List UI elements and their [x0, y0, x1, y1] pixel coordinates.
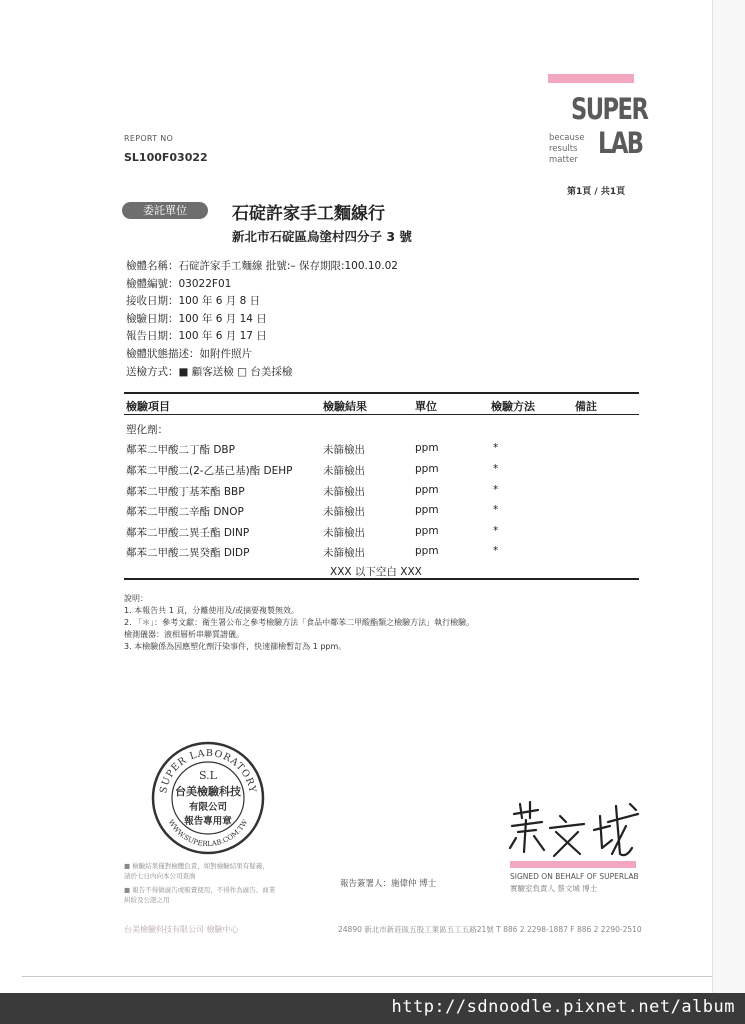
- table-row-result: 未篩檢出: [323, 444, 365, 456]
- footer-address: 24890 新北市新莊區五股工業區五工五路21號 T 886 2 2298-1887 F 886 2 2290-2510: [338, 925, 642, 934]
- table-row-result: 未篩檢出: [323, 506, 365, 518]
- note-line: 說明：: [124, 594, 148, 603]
- table-row-unit: ppm: [415, 442, 439, 454]
- table-end-marker: XXX 以下空白 XXX: [330, 566, 422, 578]
- client-address: 新北市石碇區烏塗村四分子 3 號: [232, 229, 412, 244]
- info-row: 檢體名稱：石碇許家手工麵線 批號:– 保存期限:100.10.02: [126, 260, 398, 272]
- table-row-result: 未篩檢出: [323, 465, 365, 477]
- header-remark: 備註: [575, 400, 597, 413]
- seal-ring-text: SUPER LABORATORY: [158, 747, 258, 795]
- info-row: 送檢方式：■ 顧客送檢 □ 台美採檢: [126, 365, 293, 378]
- table-row-method: *: [493, 504, 499, 516]
- logo-accent-bar: [548, 74, 634, 83]
- logo-tagline: [549, 133, 585, 166]
- superlab-logo: [548, 74, 648, 169]
- note-line: 2. 「＊」：參考文獻：衛生署公布之參考檢驗方法「食品中鄰苯二甲酸酯類之檢驗方法」執行檢驗。: [124, 618, 475, 627]
- logo-tag-line: results: [549, 144, 578, 154]
- note-line: 檢測儀器：液相層析串聯質譜儀。: [124, 630, 244, 639]
- logo-word-super: SUPER: [571, 92, 648, 126]
- client-name: 石碇許家手工麵線行: [232, 204, 385, 224]
- info-row: 檢驗日期：100 年 6 月 14 日: [126, 312, 267, 325]
- table-row-unit: ppm: [415, 504, 439, 516]
- table-row-item: 鄰苯二甲酸二異壬酯 DINP: [126, 527, 250, 539]
- logo-tag-line: matter: [549, 155, 578, 165]
- table-row-method: *: [493, 442, 499, 454]
- header-unit: 單位: [415, 400, 437, 413]
- table-row-result: 未篩檢出: [323, 527, 365, 539]
- footnote-line: 請於七日內向本公司查詢: [124, 872, 196, 880]
- table-row-method: *: [493, 484, 499, 496]
- info-row: 接收日期：100 年 6 月 8 日: [126, 295, 261, 308]
- note-line: 1. 本報告共 1 頁，分離使用及/或摘要複製無效。: [124, 606, 300, 615]
- page-count: 第1頁 / 共1頁: [567, 187, 626, 197]
- logo-tag-line: because: [549, 133, 585, 143]
- header-method: 檢驗方法: [491, 400, 535, 413]
- seal-line3: 有限公司: [188, 802, 228, 813]
- report-signer: 報告簽署人：施偉仲 博士: [340, 879, 437, 889]
- logo-word-lab: LAB: [598, 126, 643, 160]
- table-top-rule: [124, 392, 639, 394]
- table-row-unit: ppm: [415, 545, 439, 557]
- handwritten-signature: [508, 796, 643, 861]
- seal-outer-ring: [153, 743, 263, 853]
- seal-line1: S.L: [199, 769, 217, 782]
- note-line: 3. 本檢驗係為因應塑化劑汙染事件，快速篩檢暫訂為 1 ppm。: [124, 642, 347, 651]
- footnote-line: ■ 檢驗結果僅對檢體負責，如對檢驗結果有疑義，: [124, 862, 269, 870]
- page-edge-shadow: [712, 0, 745, 1024]
- signature-accent-bar: [510, 861, 636, 868]
- table-row-unit: ppm: [415, 463, 439, 475]
- seal-line4: 報告專用章: [184, 816, 232, 827]
- lab-director: 實驗室負責人 蔡文城 博士: [510, 884, 598, 893]
- table-row-result: 未篩檢出: [323, 486, 365, 498]
- table-bottom-rule: [124, 578, 639, 580]
- info-row: 報告日期：100 年 6 月 17 日: [126, 330, 267, 343]
- table-row-method: *: [493, 545, 499, 557]
- notes-block: [124, 593, 474, 653]
- seal-url-text: WWW.SUPERLAB.COM.TW: [166, 818, 250, 849]
- category-label: 塑化劑：: [126, 424, 168, 436]
- table-row-item: 鄰苯二甲酸二(2-乙基己基)酯 DEHP: [126, 465, 293, 477]
- table-row-item: 鄰苯二甲酸丁基苯酯 BBP: [126, 486, 245, 498]
- table-row-item: 鄰苯二甲酸二辛酯 DNOP: [126, 506, 244, 518]
- table-row-result: 未篩檢出: [323, 547, 365, 559]
- info-row: 檢體編號：03022F01: [126, 277, 232, 290]
- table-row-unit: ppm: [415, 484, 439, 496]
- page-bottom-rule: [22, 976, 712, 977]
- info-row: 檢體狀態描述：如附件照片: [126, 347, 252, 360]
- seal-line2: 台美檢驗科技: [175, 785, 241, 798]
- table-header-rule: [124, 414, 639, 415]
- report-no-label: REPORT NO: [124, 134, 174, 143]
- table-row-item: 鄰苯二甲酸二異癸酯 DIDP: [126, 547, 250, 559]
- company-seal: [150, 740, 266, 856]
- header-result: 檢驗結果: [323, 400, 367, 413]
- watermark-url: http://sdnoodle.pixnet.net/album: [391, 997, 735, 1017]
- table-row-unit: ppm: [415, 525, 439, 537]
- footnote-line: 糾紛及公證之用: [124, 896, 170, 904]
- report-no-value: SL100F03022: [124, 151, 208, 164]
- table-row-item: 鄰苯二甲酸二丁酯 DBP: [126, 444, 235, 456]
- table-row-method: *: [493, 463, 499, 475]
- footnote-line: ■ 報告不得做廣告或販賣使用，不得作為廣告、商業: [124, 886, 276, 894]
- sample-info: [126, 258, 398, 381]
- footer-company: 台美檢驗科技有限公司 檢驗中心: [124, 925, 239, 934]
- table-row-method: *: [493, 525, 499, 537]
- signed-on-behalf: SIGNED ON BEHALF OF SUPERLAB: [510, 872, 639, 881]
- client-badge: 委託單位: [122, 202, 208, 219]
- header-item: 檢驗項目: [126, 400, 170, 413]
